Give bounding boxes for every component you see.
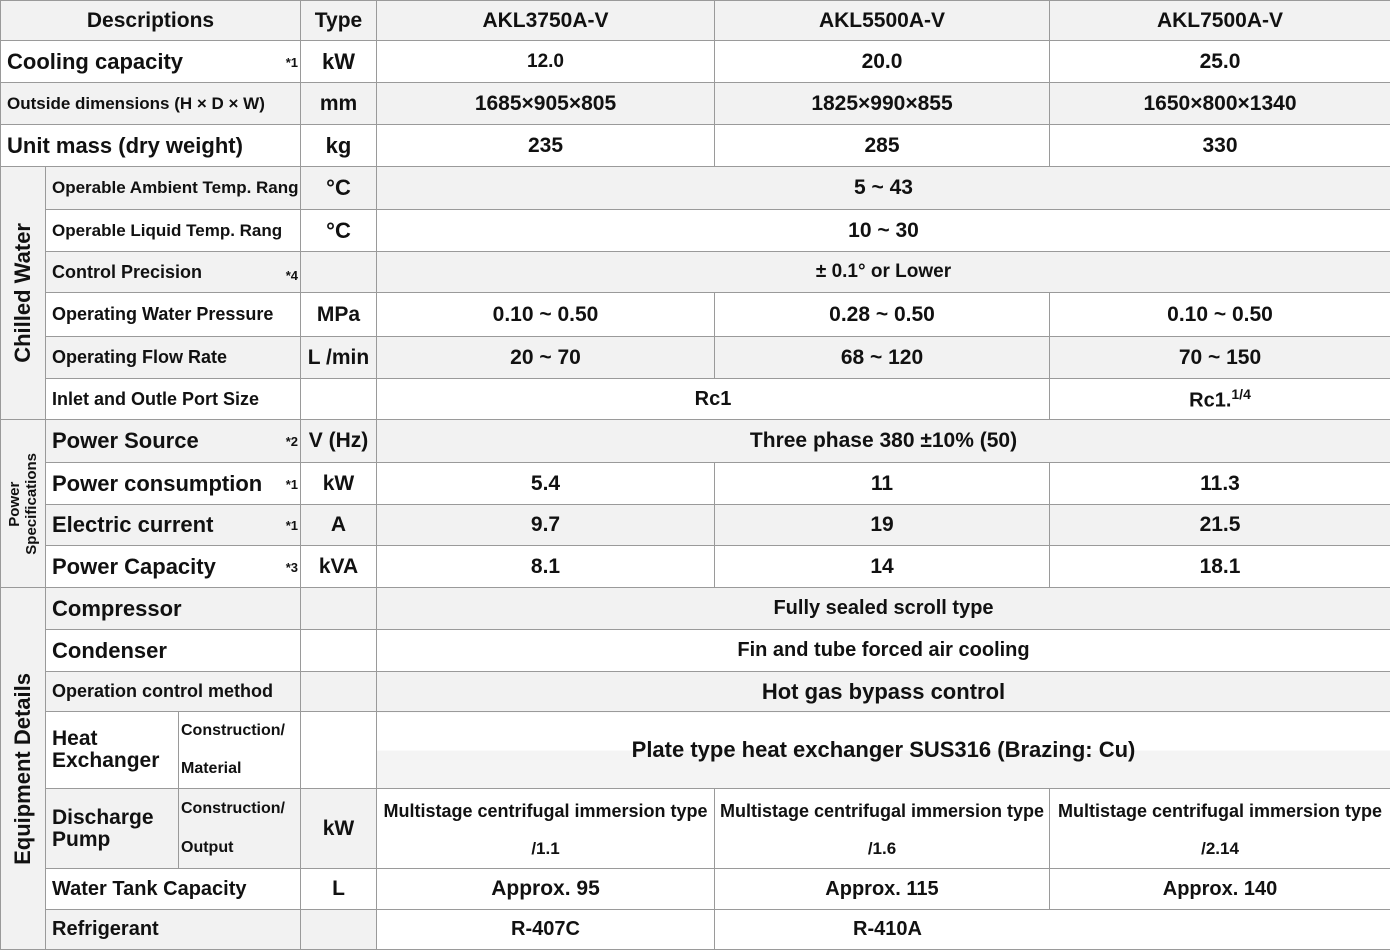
flow-value-2: 68 ~ 120 [715, 337, 1050, 379]
tank-label: Water Tank Capacity [46, 869, 301, 910]
row-condenser [1, 630, 1390, 672]
dimensions-label: Outside dimensions (H × D × W) [1, 83, 301, 125]
refrigerant-value-bc: R-410A [715, 910, 1390, 950]
source-unit: V (Hz) [301, 420, 377, 463]
pump-output-1: /1.1 [377, 831, 714, 867]
row-port-size [1, 379, 1390, 420]
control-label: Operation control method [46, 672, 301, 712]
power-group-label [6, 453, 40, 555]
port-value-c-cell [1050, 379, 1390, 420]
heat-exchanger-sub-2: Material [181, 750, 300, 788]
row-discharge-pump [1, 789, 1390, 869]
cooling-note: *1 [286, 55, 300, 70]
header-row [1, 1, 1390, 41]
precision-value: ± 0.1° or Lower [377, 252, 1390, 293]
mass-value-3: 330 [1050, 125, 1390, 167]
port-label: Inlet and Outle Port Size [46, 379, 301, 420]
pump-type-2: Multistage centrifugal immersion type [715, 791, 1049, 831]
heat-exchanger-value: Plate type heat exchanger SUS316 (Brazing: Cu) [377, 712, 1390, 789]
cooling-value-2: 20.0 [715, 41, 1050, 83]
current-note: *1 [286, 518, 300, 533]
capacity-label-cell [46, 546, 301, 588]
consumption-value-1: 5.4 [377, 463, 715, 505]
heat-exchanger-unit [301, 712, 377, 789]
row-flow-rate [1, 337, 1390, 379]
consumption-label: Power consumption [52, 471, 262, 496]
mass-value-1: 235 [377, 125, 715, 167]
mass-label: Unit mass (dry weight) [1, 125, 301, 167]
tank-unit: L [301, 869, 377, 910]
flow-value-1: 20 ~ 70 [377, 337, 715, 379]
condenser-label: Condenser [46, 630, 301, 672]
consumption-label-cell [46, 463, 301, 505]
row-water-tank [1, 869, 1390, 910]
current-value-1: 9.7 [377, 505, 715, 546]
precision-note: *4 [286, 268, 300, 283]
port-value-c-fraction: 1/4 [1231, 386, 1250, 402]
capacity-value-3: 18.1 [1050, 546, 1390, 588]
port-value-ab: Rc1 [377, 379, 1050, 420]
pressure-value-1: 0.10 ~ 0.50 [377, 293, 715, 337]
row-refrigerant [1, 910, 1390, 950]
dimensions-value-2: 1825×990×855 [715, 83, 1050, 125]
header-model-2: AKL5500A-V [715, 1, 1050, 41]
pump-type-1: Multistage centrifugal immersion type [377, 791, 714, 831]
current-label: Electric current [52, 512, 213, 537]
row-power-consumption [1, 463, 1390, 505]
heat-exchanger-label-cell [46, 712, 179, 789]
row-liquid-temp [1, 210, 1390, 252]
pump-label-2: Pump [52, 829, 178, 851]
row-cooling-capacity [1, 41, 1390, 83]
consumption-value-2: 11 [715, 463, 1050, 505]
pressure-unit: MPa [301, 293, 377, 337]
cooling-label-cell [1, 41, 301, 83]
capacity-value-2: 14 [715, 546, 1050, 588]
heat-exchanger-label-1: Heat [52, 728, 178, 750]
pump-sub-1: Construction/ [181, 790, 300, 828]
header-model-3: AKL7500A-V [1050, 1, 1390, 41]
equipment-group-label: Equipment Details [10, 673, 36, 865]
pump-label-1: Discharge [52, 807, 178, 829]
flow-label: Operating Flow Rate [46, 337, 301, 379]
capacity-label: Power Capacity [52, 554, 216, 579]
row-dimensions [1, 83, 1390, 125]
refrigerant-label: Refrigerant [46, 910, 301, 950]
power-group-label-1: Power [6, 453, 23, 555]
source-label-cell [46, 420, 301, 463]
pump-type-3: Multistage centrifugal immersion type [1050, 791, 1390, 831]
control-unit [301, 672, 377, 712]
row-electric-current [1, 505, 1390, 546]
precision-unit [301, 252, 377, 293]
pressure-value-2: 0.28 ~ 0.50 [715, 293, 1050, 337]
pressure-value-3: 0.10 ~ 0.50 [1050, 293, 1390, 337]
pump-output-2: /1.6 [715, 831, 1049, 867]
consumption-unit: kW [301, 463, 377, 505]
compressor-unit [301, 588, 377, 630]
source-note: *2 [286, 434, 300, 449]
dimensions-value-3: 1650×800×1340 [1050, 83, 1390, 125]
power-group-cell [1, 420, 46, 588]
condenser-value: Fin and tube forced air cooling [377, 630, 1390, 672]
refrigerant-unit [301, 910, 377, 950]
mass-value-2: 285 [715, 125, 1050, 167]
heat-exchanger-sub-1: Construction/ [181, 712, 300, 750]
source-label: Power Source [52, 428, 199, 453]
ambient-value: 5 ~ 43 [377, 167, 1390, 210]
current-value-2: 19 [715, 505, 1050, 546]
control-value: Hot gas bypass control [377, 672, 1390, 712]
row-control-precision [1, 252, 1390, 293]
flow-unit: L /min [301, 337, 377, 379]
compressor-value: Fully sealed scroll type [377, 588, 1390, 630]
mass-unit: kg [301, 125, 377, 167]
row-water-pressure [1, 293, 1390, 337]
row-power-capacity [1, 546, 1390, 588]
row-control-method [1, 672, 1390, 712]
compressor-label: Compressor [46, 588, 301, 630]
tank-value-3: Approx. 140 [1050, 869, 1390, 910]
precision-label-cell [46, 252, 301, 293]
pump-unit: kW [301, 789, 377, 869]
row-heat-exchanger [1, 712, 1390, 789]
row-unit-mass [1, 125, 1390, 167]
power-group-label-2: Specifications [23, 453, 40, 555]
cooling-value-3: 25.0 [1050, 41, 1390, 83]
tank-value-2: Approx. 115 [715, 869, 1050, 910]
port-unit [301, 379, 377, 420]
capacity-value-1: 8.1 [377, 546, 715, 588]
row-power-source [1, 420, 1390, 463]
refrigerant-value-a: R-407C [377, 910, 715, 950]
equipment-group-cell [1, 588, 46, 950]
dimensions-value-1: 1685×905×805 [377, 83, 715, 125]
heat-exchanger-sub-cell [179, 712, 301, 789]
pump-value-2 [715, 789, 1050, 869]
pump-value-1 [377, 789, 715, 869]
row-ambient-temp [1, 167, 1390, 210]
pump-value-3 [1050, 789, 1390, 869]
source-value: Three phase 380 ±10% (50) [377, 420, 1390, 463]
cooling-value-1: 12.0 [377, 41, 715, 83]
header-descriptions: Descriptions [1, 1, 301, 41]
pump-sub-2: Output [181, 828, 300, 868]
header-model-1: AKL3750A-V [377, 1, 715, 41]
pump-sub-cell [179, 789, 301, 869]
pump-output-3: /2.14 [1050, 831, 1390, 867]
pump-label-cell [46, 789, 179, 869]
header-type: Type [301, 1, 377, 41]
consumption-note: *1 [286, 477, 300, 492]
liquid-label: Operable Liquid Temp. Rang [46, 210, 301, 252]
capacity-note: *3 [286, 560, 300, 575]
precision-label: Control Precision [52, 262, 202, 282]
ambient-label: Operable Ambient Temp. Rang [46, 167, 301, 210]
capacity-unit: kVA [301, 546, 377, 588]
chilled-water-group-cell [1, 167, 46, 420]
ambient-unit: °C [301, 167, 377, 210]
liquid-unit: °C [301, 210, 377, 252]
current-unit: A [301, 505, 377, 546]
chilled-water-group-label: Chilled Water [10, 223, 36, 363]
cooling-unit: kW [301, 41, 377, 83]
current-label-cell [46, 505, 301, 546]
current-value-3: 21.5 [1050, 505, 1390, 546]
pressure-label: Operating Water Pressure [46, 293, 301, 337]
liquid-value: 10 ~ 30 [377, 210, 1390, 252]
cooling-label: Cooling capacity [7, 49, 183, 74]
tank-value-1: Approx. 95 [377, 869, 715, 910]
dimensions-unit: mm [301, 83, 377, 125]
condenser-unit [301, 630, 377, 672]
heat-exchanger-label-2: Exchanger [52, 750, 178, 772]
port-value-c: Rc1. [1189, 389, 1231, 411]
row-compressor [1, 588, 1390, 630]
flow-value-3: 70 ~ 150 [1050, 337, 1390, 379]
consumption-value-3: 11.3 [1050, 463, 1390, 505]
